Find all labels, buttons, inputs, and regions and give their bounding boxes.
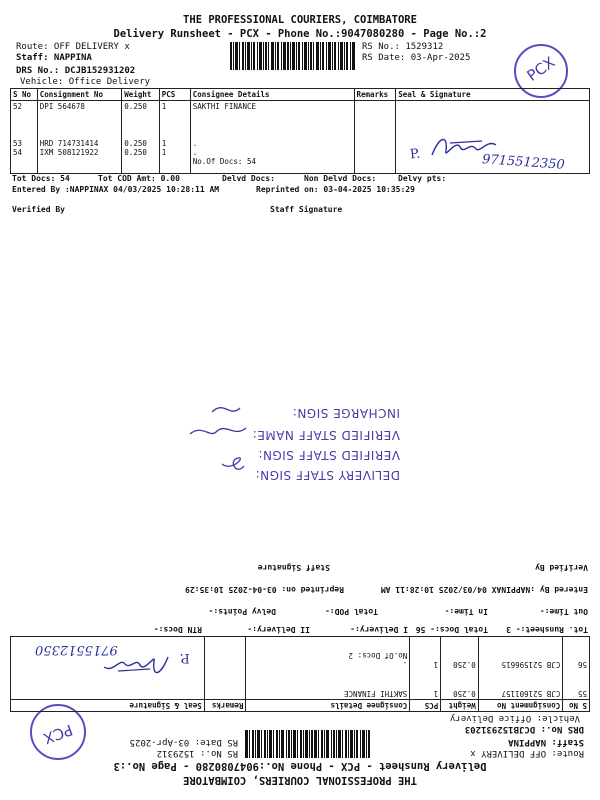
handwritten-phone: 9715512350 — [35, 642, 118, 657]
row-weight: 0.250 — [124, 102, 147, 111]
staff-signature: Staff Signature — [257, 563, 330, 572]
row-consignment: IXM 508121922 — [39, 148, 99, 157]
total-docs: Total Docs:- 56 — [415, 625, 488, 634]
row-weight: 0.250 — [124, 139, 147, 148]
delivered-docs: Delvd Docs: — [222, 174, 275, 183]
col-pcs: PCS — [410, 700, 441, 712]
barcode — [245, 730, 370, 758]
row-consignee: SAKTHI FINANCE — [192, 102, 256, 111]
rs-number: RS No.: 1529312 — [362, 42, 444, 52]
row-consignment: CJB 521601157 — [501, 689, 561, 698]
delivery-staff-sign: DELIVERY STAFF SIGN: — [255, 468, 400, 482]
col-consignment: Consignment No — [478, 700, 563, 712]
row-weight: 0.250 — [124, 148, 147, 157]
handwritten-phone: 9715512350 — [481, 152, 566, 173]
row-consignee: SAKTHI FINANCE — [344, 689, 408, 698]
handwritten-initial: P. — [409, 146, 422, 163]
pcx-stamp-text: PCX — [40, 720, 76, 748]
col-weight: Weight — [441, 700, 478, 712]
col-weight: Weight — [122, 89, 159, 101]
row-weight: 0.250 — [453, 660, 476, 669]
row-pcs: 1 — [161, 102, 167, 111]
total-pod: Total POD:- — [325, 607, 378, 616]
verified-staff-sign: VERIFIED STAFF SIGN: — [257, 448, 400, 462]
col-sno: S No — [563, 700, 590, 712]
company-title: THE PROFESSIONAL COURIERS, COIMBATORE — [183, 774, 417, 786]
no-of-docs: No.Of Docs: 54 — [192, 157, 256, 166]
col-pcs: PCS — [159, 89, 190, 101]
staff-label: Staff: NAPPINA — [16, 53, 92, 63]
col-remarks: Remarks — [354, 89, 396, 101]
route-label: Route: OFF DELIVERY x — [470, 748, 584, 758]
entered-by: Entered By :NAPPINAX 04/03/2025 10:28:11 AM — [12, 185, 220, 194]
non-delivered-docs: Non Delvd Docs: — [304, 174, 377, 183]
total-cod: Tot COD Amt: 0.00 — [98, 174, 180, 183]
table-header-row — [11, 89, 590, 101]
route-label: Route: OFF DELIVERY x — [16, 42, 130, 52]
verified-by: Verified By — [535, 563, 588, 572]
staff-signature: Staff Signature — [270, 205, 343, 214]
verified-staff-name: VERIFIED STAFF NAME: — [252, 428, 400, 442]
row-sno: 56 — [577, 660, 587, 669]
drs-number: DRS No.: DCJB152931202 — [16, 66, 136, 76]
consignment-table — [10, 88, 590, 174]
barcode — [230, 42, 355, 70]
runsheet-page-3 — [0, 400, 600, 800]
reprinted-on: Reprinted on: 03-04-2025 10:35:29 — [256, 185, 415, 194]
rs-number: RS No.: 1529312 — [156, 748, 238, 758]
table-body-row — [11, 101, 590, 174]
row-pcs: 1 — [161, 139, 167, 148]
row-pcs: 1 — [433, 689, 439, 698]
row-consignee: . — [192, 148, 198, 157]
col-consignee: Consignee Details — [190, 89, 354, 101]
company-title: THE PROFESSIONAL COURIERS, COIMBATORE — [183, 14, 417, 26]
pcx-stamp-text: PCX — [523, 53, 559, 85]
no-of-docs: No.Of Docs: 2 — [348, 651, 408, 660]
drs-number: DRS No.: DCJB152931203 — [464, 724, 584, 734]
table-body-row — [11, 637, 590, 700]
handwritten-initial: P. — [179, 650, 190, 665]
col-sno: S No — [11, 89, 38, 101]
table-header-row — [11, 700, 590, 712]
row-sno: 52 — [13, 102, 23, 111]
col-seal: Seal & Signature — [396, 89, 590, 101]
row-sno: 55 — [577, 689, 587, 698]
second-delivery: II Delivery:- — [247, 625, 310, 634]
rs-date: RS Date: 03-Apr-2025 — [362, 53, 471, 63]
row-consignment: HRD 714731414 — [39, 139, 99, 148]
reprinted-on: Reprinted on: 03-04-2025 10:35:29 — [185, 585, 344, 594]
vehicle-label: Vehicle: Office Delivery — [449, 713, 580, 723]
out-time: Out Time:- — [539, 607, 588, 616]
row-sno: 53 — [13, 139, 23, 148]
delivery-points: Delvy Points:- — [208, 607, 276, 616]
runsheet-subtitle: Delivery Runsheet - PCX - Phone No.:9047080280 - Page No.:2 — [113, 28, 487, 40]
staff-label: Staff: NAPPINA — [508, 737, 584, 747]
total-runsheet: Tot. Runsheet:- 3 — [506, 625, 588, 634]
col-seal: Seal & Signature — [11, 700, 205, 712]
total-docs: Tot Docs: 54 — [12, 174, 70, 183]
entered-by: Entered By :NAPPINAX 04/03/2025 10:28:11 AM — [380, 585, 588, 594]
row-sno: 54 — [13, 148, 23, 157]
col-remarks: Remarks — [204, 700, 246, 712]
consignment-table — [10, 636, 590, 712]
vehicle-label: Vehicle: Office Delivery — [20, 77, 151, 87]
rs-date: RS Date: 03-Apr-2025 — [129, 737, 238, 747]
delivery-points: Delvy pts: — [398, 174, 447, 183]
row-pcs: 1 — [433, 660, 439, 669]
runsheet-subtitle: Delivery Runsheet - PCX - Phone No.:9047080280 - Page No.:3 — [113, 760, 487, 772]
row-weight: 0.250 — [453, 689, 476, 698]
row-consignee: . — [192, 139, 198, 148]
col-consignment: Consignment No — [37, 89, 122, 101]
row-consignee: . — [402, 660, 408, 669]
row-pcs: 1 — [161, 148, 167, 157]
first-delivery: I Delivery:- — [350, 625, 408, 634]
row-consignment: CJB 521596615 — [501, 660, 561, 669]
col-consignee: Consignee Details — [246, 700, 410, 712]
pcx-stamp — [30, 704, 86, 760]
incharge-sign: INCHARGE SIGN: — [292, 406, 400, 420]
row-consignment: DPI 564678 — [39, 102, 85, 111]
rtn-docs: RTN Docs:- — [153, 625, 202, 634]
in-time: In Time:- — [444, 607, 488, 616]
verified-by: Verified By — [12, 205, 65, 214]
